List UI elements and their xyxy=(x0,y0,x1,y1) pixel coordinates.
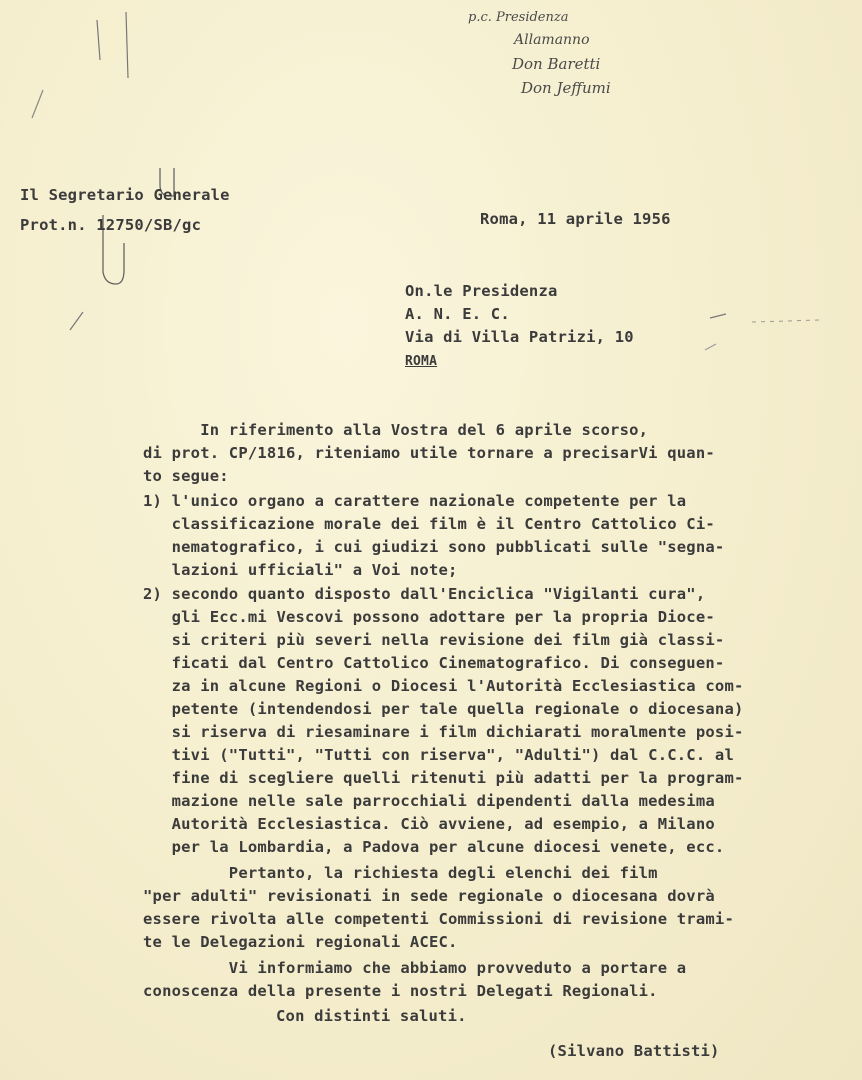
text-line: classificazione morale dei film è il Centro Cattolico Ci- xyxy=(143,515,715,533)
text-line: tivi ("Tutti", "Tutti con riserva", "Adulti") dal C.C.C. al xyxy=(143,746,734,764)
text-line: si criteri più severi nella revisione dei film già classi- xyxy=(143,631,725,649)
text-line: 1) l'unico organo a carattere nazionale competente per la xyxy=(143,492,687,510)
text-line: to segue: xyxy=(143,467,229,485)
recipient-city: ROMA xyxy=(405,354,438,369)
text-line: di prot. CP/1816, riteniamo utile tornare a precisarVi quan- xyxy=(143,444,715,462)
handwritten-line-2: Allamanno xyxy=(514,32,590,48)
text-line: lazioni ufficiali" a Voi note; xyxy=(143,561,458,579)
closing-salutation: Con distinti saluti. xyxy=(276,1007,467,1025)
text-line: nematografico, i cui giudizi sono pubblicati sulle "segna- xyxy=(143,538,725,556)
protocol-number: Prot.n. 12750/SB/gc xyxy=(20,216,202,234)
text-line: gli Ecc.mi Vescovi possono adottare per la propria Dioce- xyxy=(143,608,715,626)
sender-title: Il Segretario Generale xyxy=(20,186,230,204)
text-line: Pertanto, la richiesta degli elenchi dei film xyxy=(143,864,658,882)
text-line: te le Delegazioni regionali ACEC. xyxy=(143,933,458,951)
handwritten-line-4: Don Jeffumi xyxy=(521,79,611,97)
text-line: ficati dal Centro Cattolico Cinematografico. Di conseguen- xyxy=(143,654,725,672)
recipient-line-1: On.le Presidenza xyxy=(405,282,558,300)
text-line: petente (intendendosi per tale quella regionale o diocesana) xyxy=(143,700,744,718)
signature-name: (Silvano Battisti) xyxy=(548,1042,720,1060)
text-line: essere rivolta alle competenti Commissioni di revisione trami- xyxy=(143,910,734,928)
text-line: 2) secondo quanto disposto dall'Enciclica "Vigilanti cura", xyxy=(143,585,706,603)
text-line: Autorità Ecclesiastica. Ciò avviene, ad esempio, a Milano xyxy=(143,815,715,833)
text-line: Vi informiamo che abbiamo provveduto a portare a xyxy=(143,959,687,977)
text-line: fine di scegliere quelli ritenuti più adatti per la program- xyxy=(143,769,744,787)
recipient-line-2: A. N. E. C. xyxy=(405,305,510,323)
handwritten-line-3: Don Baretti xyxy=(512,55,601,73)
text-line: za in alcune Regioni o Diocesi l'Autorità Ecclesiastica com- xyxy=(143,677,744,695)
text-line: conoscenza della presente i nostri Delegati Regionali. xyxy=(143,982,658,1000)
text-line: In riferimento alla Vostra del 6 aprile scorso, xyxy=(143,421,649,439)
text-line: per la Lombardia, a Padova per alcune diocesi venete, ecc. xyxy=(143,838,725,856)
text-line: si riserva di riesaminare i film dichiarati moralmente posi- xyxy=(143,723,744,741)
place-date: Roma, 11 aprile 1956 xyxy=(480,210,671,228)
recipient-line-3: Via di Villa Patrizi, 10 xyxy=(405,328,634,346)
handwritten-line-1: p.c. Presidenza xyxy=(468,10,569,25)
text-line: "per adulti" revisionati in sede regionale o diocesana dovrà xyxy=(143,887,715,905)
text-line: mazione nelle sale parrocchiali dipendenti dalla medesima xyxy=(143,792,715,810)
